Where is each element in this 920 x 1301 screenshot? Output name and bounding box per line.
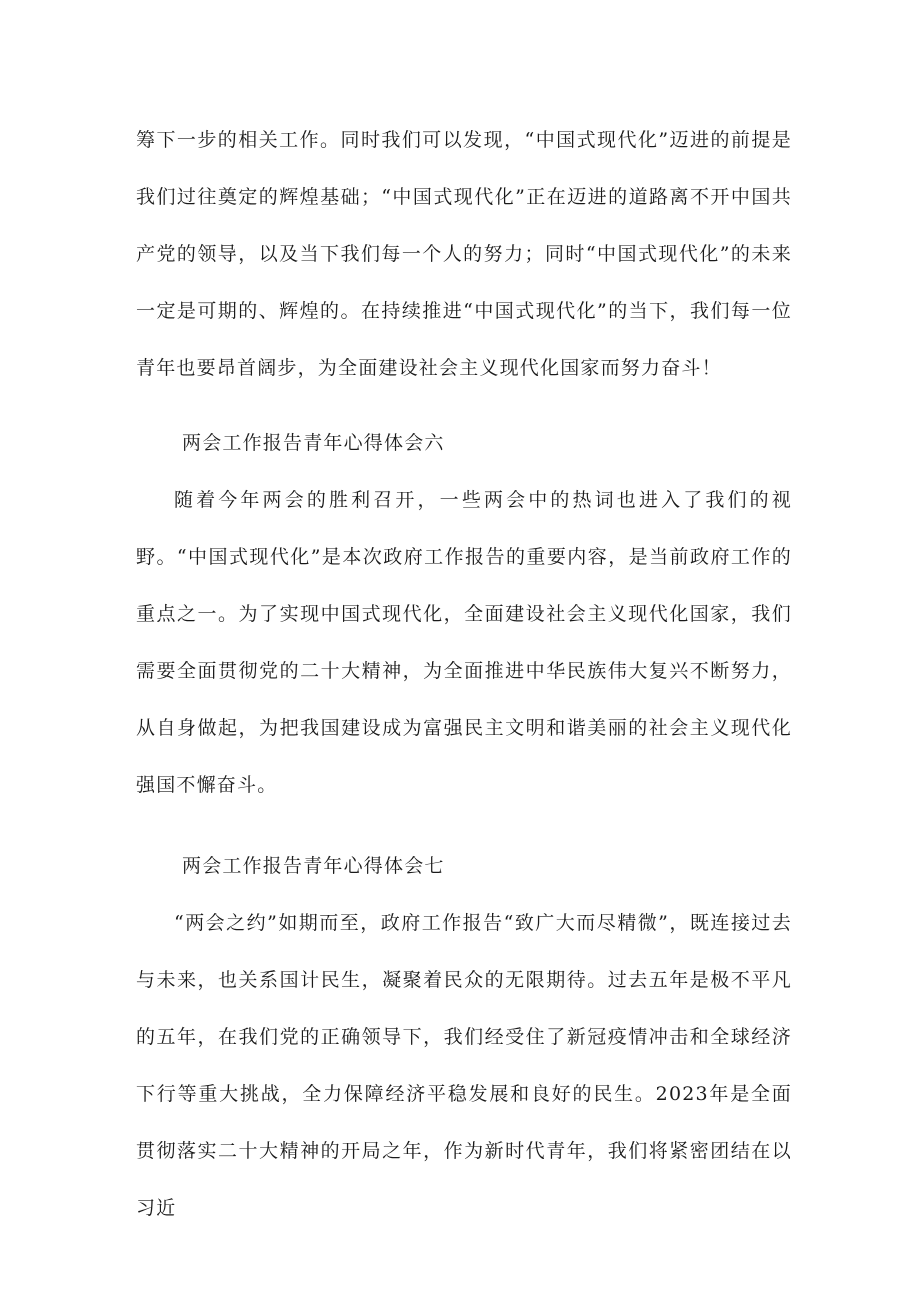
section-seven-body: “两会之约”如期而至，政府工作报告“致广大而尽精微”，既连接过去与未来，也关系国计民生，凝聚着民众的无限期待。过去五年是极不平凡的五年，在我们党的正确领导下，我们经受住了新冠疫情冲击和全球经济下行等重大挑战，全力保障经济平稳发展和良好的民生。2023年是全面贯彻落实二十大精神的开局之年，作为新时代青年，我们将紧密团结在以习近 — [136, 912, 792, 1219]
section-heading-seven: 两会工作报告青年心得体会七 — [182, 855, 445, 877]
section-heading-six: 两会工作报告青年心得体会六 — [182, 432, 445, 454]
document-page — [136, 112, 792, 1237]
paragraph-continuation: 筹下一步的相关工作。同时我们可以发现，“中国式现代化”迈进的前提是我们过往奠定的辉煌基础；“中国式现代化”正在迈进的道路离不开中国共产党的领导，以及当下我们每一个人的努力；同时“中国式现代化”的未来一定是可期的、辉煌的。在持续推进“中国式现代化”的当下，我们每一位青年也要昂首阔步，为全面建设社会主义现代化国家而努力奋斗！ — [136, 129, 792, 379]
spacer — [136, 397, 792, 415]
spacer — [136, 814, 792, 838]
section-six-body: 随着今年两会的胜利召开，一些两会中的热词也进入了我们的视野。“中国式现代化”是本次政府工作报告的重要内容，是当前政府工作的重点之一。为了实现中国式现代化，全面建设社会主义现代化国家，我们需要全面贯彻党的二十大精神，为全面推进中华民族伟大复兴不断努力，从自身做起，为把我国建设成为富强民主文明和谐美丽的社会主义现代化强国不懈奋斗。 — [136, 489, 792, 796]
